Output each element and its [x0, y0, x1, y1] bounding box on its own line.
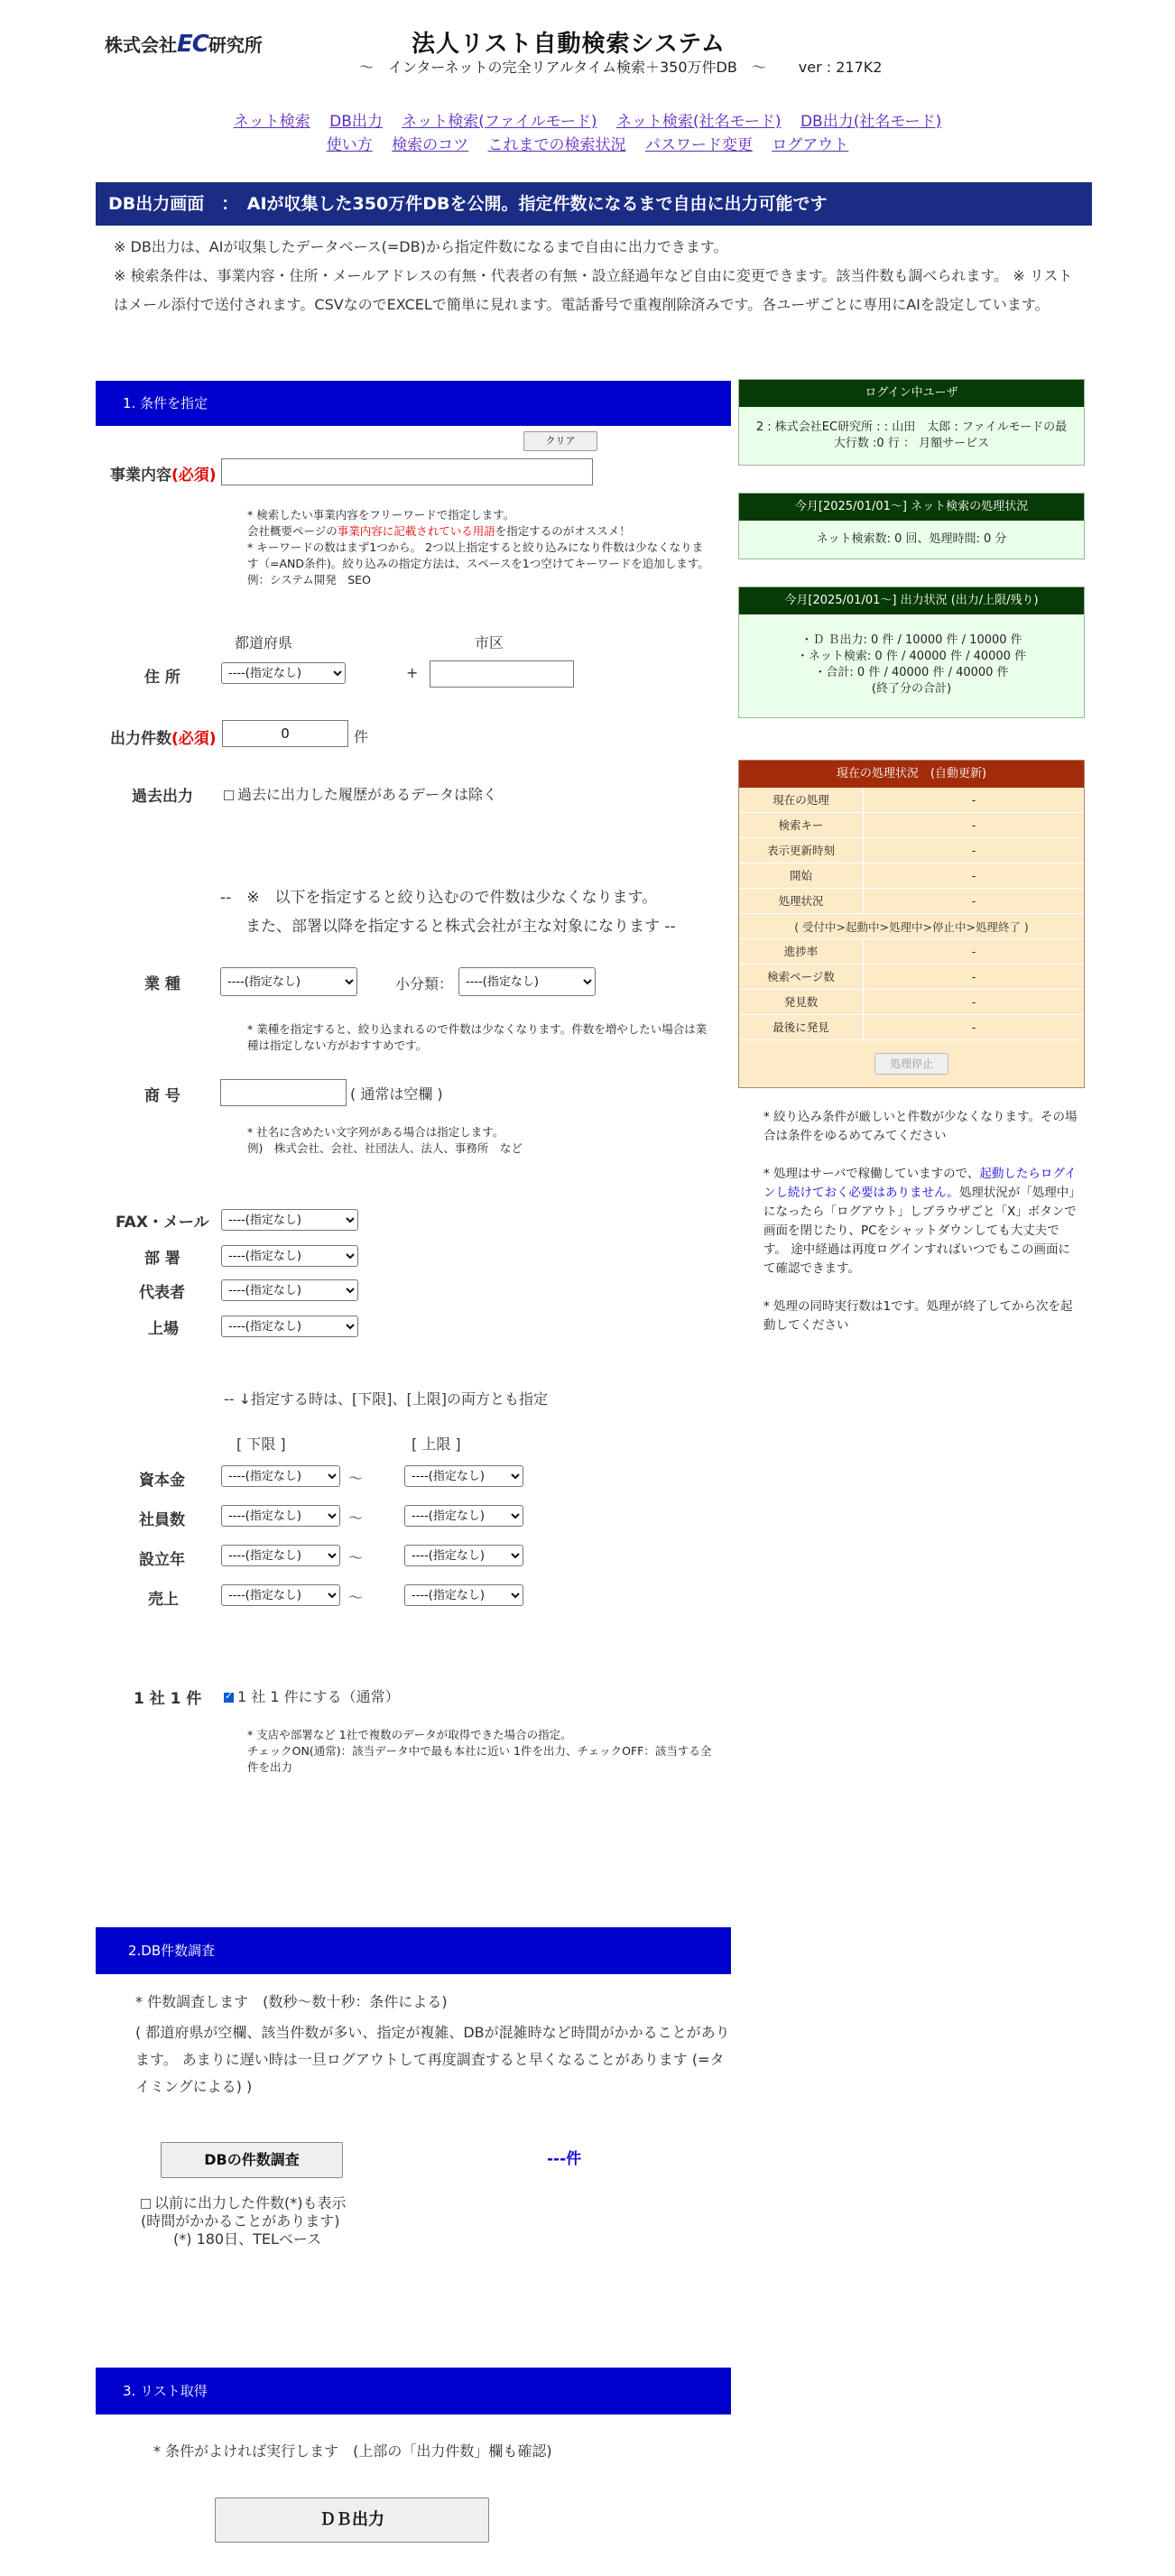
count-input[interactable]: [222, 720, 348, 747]
side-notes: * 絞り込み条件が厳しいと件数が少なくなります。その場合は条件をゆるめてみてください * 処理はサーバで稼働していますので、起動したらログインし続けておく必要はありません。処理状況が「処理中」になったら「ログアウト」しブラウザごと「X」ボタンで画面を閉じたり、PCをシャットダウンしても大丈夫です。 途中経過は再度ログインすればいつでもこの画面にて確認できます。 * 処理の同時実行数は1です。処理が終了してから次を起動してください: [763, 1110, 1081, 1333]
founded-lower-select[interactable]: [221, 1545, 340, 1566]
section-1-header: 1. 条件を指定: [96, 381, 731, 426]
listed-select[interactable]: [221, 1316, 358, 1337]
net-search-status-panel: [738, 493, 1085, 559]
section-2-header: 2.DB件数調査: [96, 1927, 731, 1974]
app-title: 法人リスト自動検索システム: [412, 31, 726, 58]
count-check-text-1: * 件数調査します (数秒〜数十秒：条件による): [135, 1993, 448, 2010]
industry-select[interactable]: [220, 967, 357, 996]
employees-label: 社員数: [139, 1511, 185, 1529]
representative-select[interactable]: [221, 1279, 358, 1301]
status-row: 進捗率 -: [739, 939, 1084, 965]
login-user-title: ログイン中ユーザ: [739, 380, 1084, 407]
past-output-checkbox[interactable]: [224, 790, 234, 800]
status-row: 検索ページ数 -: [739, 965, 1084, 990]
dept-label: 部 署: [144, 1250, 180, 1268]
narrow-note-1: -- ※ 以下を指定すると絞り込むので件数は少なくなります。: [220, 889, 658, 907]
industry-note: * 業種を指定すると、絞り込まれるので件数は少なくなります。件数を増やしたい場合は業種は指定しない方がおすすめです。: [247, 1022, 708, 1052]
trade-name-hint: ( 通常は空欄 ): [350, 1085, 443, 1103]
subtitle-text: 〜 インターネットの完全リアルタイム検索＋350万件DB 〜: [359, 59, 766, 76]
status-row: 表示更新時刻 -: [739, 838, 1084, 863]
prev-count-checkbox[interactable]: [141, 2199, 151, 2209]
db-count-check-button[interactable]: DBの件数調査: [161, 2142, 343, 2178]
business-label: 事業内容(必須): [110, 466, 217, 485]
nav-tips[interactable]: 検索のコツ: [392, 136, 469, 154]
pref-header: 都道府県: [235, 634, 293, 651]
subcategory-label: 小分類：: [395, 975, 454, 993]
business-note: * 検索したい事業内容をフリーワードで指定します。 会社概要ページの事業内容に記載されている用語を指定するのがオススメ！ * キーワードの数はまず1つから。 2つ以上指定すると絞り込みになり件数は少なくなります（=AND条件)。絞り込みの指定方法は、スペースを1つ空けてキーワードを追加します。例：システム開発 SEO: [247, 508, 709, 586]
intro-text: [114, 233, 1079, 319]
required-mark: (必須): [171, 466, 217, 485]
fax-mail-select[interactable]: [221, 1209, 358, 1231]
founded-label: 設立年: [139, 1551, 185, 1569]
upper-header: [ 上限 ]: [412, 1436, 461, 1453]
sales-tilde: 〜: [348, 1589, 364, 1606]
processing-status-title: 現在の処理状況 (自動更新): [739, 761, 1084, 788]
past-output-option[interactable]: 過去に出力した履歴があるデータは除く: [224, 783, 497, 804]
narrow-note-2: また、部署以降を指定すると株式会社が主な対象になります --: [245, 918, 676, 936]
employees-upper-select[interactable]: [404, 1505, 523, 1527]
fax-mail-label: FAX・メール: [116, 1214, 209, 1232]
trade-name-input[interactable]: [220, 1079, 347, 1106]
processing-status-panel: [738, 760, 1085, 1088]
dept-select[interactable]: [221, 1245, 358, 1267]
sales-lower-select[interactable]: [221, 1584, 340, 1606]
status-row: 現在の処理 -: [739, 788, 1084, 813]
lower-header: [ 下限 ]: [236, 1436, 286, 1453]
section-3-header: 3. リスト取得: [96, 2368, 731, 2414]
count-check-text-2: ( 都道府県が空欄、該当件数が多い、指定が複雑、DBが混雑時など時間がかかることがあります。 あまりに遅い時は一旦ログアウトして再度調査すると早くなることがあります (=タイミングによる) ): [135, 2024, 730, 2095]
nav-db-output-company[interactable]: DB出力(社名モード): [800, 113, 942, 131]
nav-net-search-file[interactable]: ネット検索(ファイルモード): [402, 113, 597, 131]
business-input[interactable]: [221, 458, 593, 485]
founded-tilde: 〜: [348, 1549, 364, 1566]
nav-history[interactable]: これまでの検索状況: [487, 136, 626, 154]
screen-banner: DB出力画面 ： AIが収集した350万件DBを公開。指定件数になるまで自由に出力可能です: [96, 182, 1092, 226]
nav-row-1: [0, 108, 1175, 131]
stop-processing-button[interactable]: 処理停止: [874, 1053, 948, 1075]
intro-line-2: ※ 検索条件は、事業内容・住所・メールアドレスの有無・代表者の有無・設立経過年など自由に変更できます。該当件数も調べられます。 ※ リストはメール添付で送付されます。CSVなのでEXCELで簡単に見れます。電話番号で重複削除済みです。各ユーザごとに専用にAIを設定しています。: [114, 267, 1073, 313]
net-search-status-body: ネット検索数: 0 回、処理時間: 0 分: [816, 532, 1007, 546]
capital-label: 資本金: [139, 1472, 185, 1490]
capital-upper-select[interactable]: [404, 1465, 523, 1487]
nav-howto[interactable]: 使い方: [326, 136, 373, 154]
status-row: 開始 -: [739, 863, 1084, 889]
status-row: 処理状況 -: [739, 889, 1084, 914]
status-row: 検索キー -: [739, 813, 1084, 838]
address-label: 住 所: [144, 669, 180, 687]
status-row: 最後に発見 -: [739, 1015, 1084, 1040]
employees-tilde: 〜: [348, 1510, 364, 1527]
nav-row-2: [0, 132, 1175, 154]
plus-sign: +: [406, 664, 419, 681]
city-input[interactable]: [430, 660, 574, 688]
count-label: 出力件数(必須): [110, 730, 217, 748]
subcategory-select[interactable]: [458, 967, 596, 996]
trade-name-label: 商 号: [144, 1087, 180, 1105]
nav-password-change[interactable]: パスワード変更: [644, 136, 753, 154]
capital-tilde: 〜: [348, 1470, 364, 1487]
db-count-result: ---件: [547, 2150, 582, 2168]
status-row: 発見数 -: [739, 990, 1084, 1015]
one-per-company-note: * 支店や部署など 1社で複数のデータが取得できた場合の指定。 チェックON(通常)：該当データ中で最も本社に近い 1件を出力、チェックOFF：該当する全件を出力: [247, 1728, 712, 1774]
nav-logout[interactable]: ログアウト: [772, 136, 849, 154]
version-label: ver : 217K2: [798, 59, 883, 76]
range-note: -- ↓指定する時は、[下限]、[上限]の両方とも指定: [224, 1390, 549, 1408]
intro-line-1: ※ DB出力は、AIが収集したデータベース(=DB)から指定件数になるまで自由に出力できます。: [114, 238, 728, 255]
sales-upper-select[interactable]: [404, 1584, 523, 1606]
company-logo: 株式会社EC研究所: [105, 31, 263, 58]
representative-label: 代表者: [139, 1284, 185, 1302]
nav-net-search-company[interactable]: ネット検索(社名モード): [615, 113, 782, 131]
prev-count-option[interactable]: 以前に出力した件数(*)も表示 (時間がかかることがあります) (*) 180日、TELベース: [141, 2194, 347, 2248]
trade-name-note: * 社名に含めたい文字列がある場合は指定します。 例) 株式会社、会社、社団法人、法人、事務所 など: [247, 1125, 523, 1155]
count-unit: 件: [354, 728, 369, 745]
nav-db-output[interactable]: DB出力: [329, 113, 383, 131]
one-per-company-option[interactable]: ✓ 1 社 1 件にする（通常）: [224, 1685, 400, 1706]
one-per-company-label: 1 社 1 件: [134, 1690, 202, 1708]
output-status-body: ・Ｄ Ｂ出力: 0 件 / 10000 件 / 10000 件 ・ネット検索: 0 件 / 40000 件 / 40000 件 ・合計: 0 件 / 40000 件 / 40000 件 (終了分の合計): [796, 633, 1027, 696]
clear-button[interactable]: クリア: [523, 431, 597, 451]
status-flow: ( 受付中>起動中>処理中>停止中>処理終了 ): [739, 914, 1084, 939]
past-output-label: 過去出力: [132, 788, 193, 806]
db-output-button[interactable]: ＤＢ出力: [215, 2498, 489, 2543]
founded-upper-select[interactable]: [404, 1545, 523, 1566]
app-subtitle: [359, 56, 882, 77]
industry-label: 業 種: [144, 975, 180, 993]
login-user-panel: [738, 379, 1085, 466]
pref-select[interactable]: [221, 662, 346, 684]
sales-label: 売上: [148, 1591, 179, 1609]
net-search-status-title: 今月[2025/01/01〜] ネット検索の処理状況: [739, 494, 1084, 521]
list-get-text: * 条件がよければ実行します (上部の「出力件数」欄も確認): [153, 2442, 552, 2460]
employees-lower-select[interactable]: [221, 1505, 340, 1527]
capital-lower-select[interactable]: [221, 1465, 340, 1487]
listed-label: 上場: [148, 1320, 179, 1338]
login-user-info: 2 : 株式会社EC研究所 : : 山田 太郎 : ファイルモードの最大行数 :0 行 ： 月額サービス: [755, 420, 1068, 450]
city-header: 市区: [475, 634, 504, 651]
one-per-company-checkbox[interactable]: [224, 1693, 234, 1703]
nav-net-search[interactable]: ネット検索: [233, 113, 310, 131]
output-status-panel: [738, 586, 1085, 718]
output-status-title: 今月[2025/01/01〜] 出力状況 (出力/上限/残り): [739, 587, 1084, 614]
